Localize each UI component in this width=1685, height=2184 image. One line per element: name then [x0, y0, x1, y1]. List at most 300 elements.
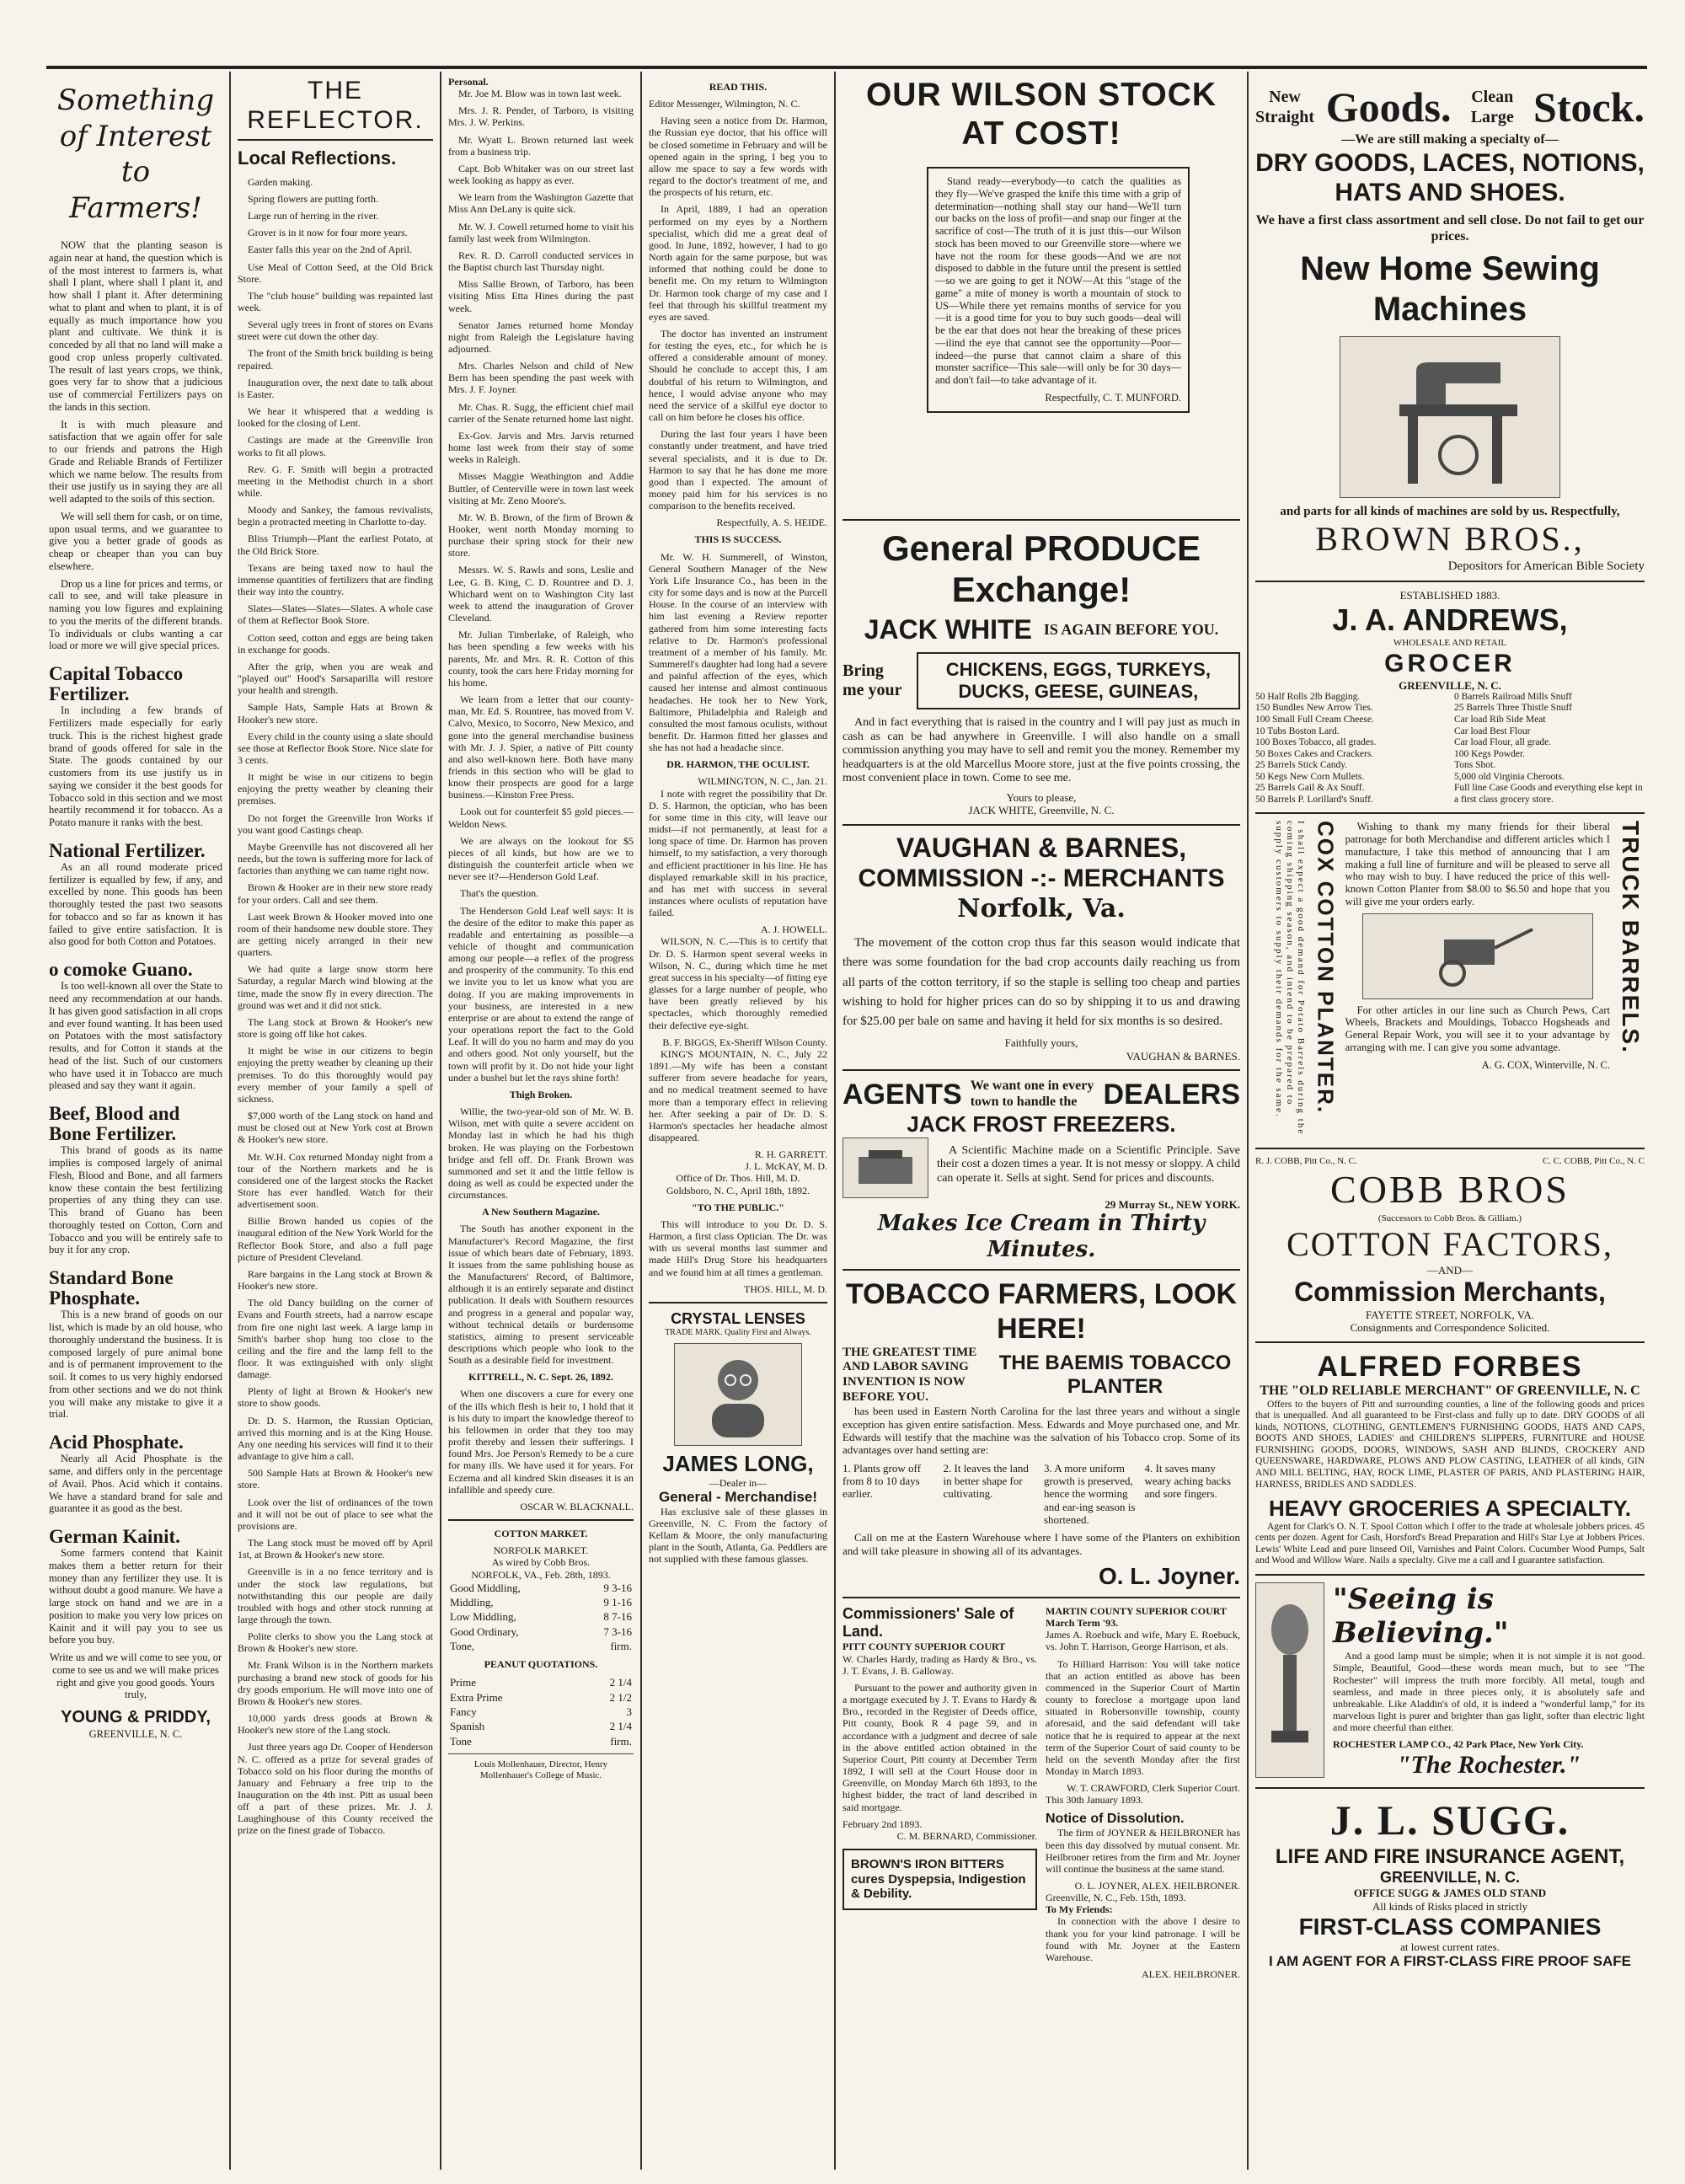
row-value: 9 3-16	[603, 1581, 632, 1594]
row-label: Spanish	[450, 1720, 485, 1733]
column-rule	[229, 72, 231, 2170]
article-heading: KITTRELL, N. C. Sept. 26, 1892.	[468, 1371, 613, 1384]
signature: B. F. BIGGS, Ex-Sheriff Wilson County.	[662, 1036, 827, 1048]
brown-bros-header	[1255, 83, 1645, 132]
local-item: After the grip, when you are weak and "played out" Hood's Sarsaparilla will restore your health and strength.	[238, 660, 433, 697]
merchant-name: JAMES LONG,	[662, 1450, 814, 1476]
freezer-address: 29 Murray St., NEW YORK.	[1105, 1197, 1240, 1211]
local-item: Polite clerks to show you the Lang stock at Brown & Hooker's new store.	[238, 1630, 433, 1655]
divider	[1255, 1341, 1645, 1343]
brown-bros-name: BROWN BROS.,	[1315, 520, 1585, 559]
local-item: $7,000 worth of the Lang stock on hand and must be closed out at New York cost at Brown & Hooker's new store.	[238, 1110, 433, 1146]
rochester-body	[1333, 1582, 1645, 1780]
paragraph: The firm of JOYNER & HEILBRONER has been this day dissolved by mutual consent. Mr. Heilbroner retires from the firm and Mr. Joyner will continue the business at the same stand.	[1046, 1827, 1240, 1875]
grocer-item: 0 Barrels Railroad Mills Snuff	[1454, 691, 1572, 702]
personal-items	[448, 88, 634, 688]
section-heading: Personal.	[448, 76, 489, 88]
dealers-label: DEALERS	[1103, 1078, 1240, 1111]
article-heading: READ THIS.	[709, 81, 768, 93]
personal-item: Mr. Julian Timberlake, of Raleigh, who has been spending a few weeks with his parents, Mr. and Mrs. R. R. Cotton of this county, took the cars here Friday morning for his home.	[448, 629, 634, 688]
local-item: Bliss Triumph—Plant the earliest Potato, at the Old Brick Store.	[238, 533, 433, 557]
divider	[842, 1069, 1240, 1071]
commissioners-sale	[842, 1605, 1037, 1980]
crystal-trademark: TRADE MARK. Quality First and Always.	[665, 1328, 811, 1338]
divider	[1255, 1574, 1645, 1576]
title-line-1: Something	[56, 83, 215, 117]
grocer-item: 50 Half Rolls 2lb Bagging.	[1255, 691, 1361, 702]
brand-text: This is a new brand of goods on our list, which is made by an old house, who thoroughly understand the business. It is composed largely of pure animal bone and is of permanent improvement to the soil. It comes to us very highly endorsed from other sections and we do not think you will make any mistake to give it a trial.	[49, 1309, 222, 1421]
personal-item: Messrs. W. S. Rawls and sons, Leslie and Lee, G. B. King, C. D. Rountree and D. J. Whichard went on to Washington City last week to attend the inauguration of Grover Cleveland.	[448, 564, 634, 624]
sewing-machine-illustration	[1340, 336, 1560, 498]
wilson-stock-headline: OUR WILSON STOCK AT COST!	[865, 77, 1217, 153]
local-item: Greenville is in a no fence territory and is under the stock law regulations, but notwithstanding this our people are daily troubled with hogs and other stock running at large through the town.	[238, 1566, 433, 1625]
row-label: Tone	[450, 1734, 472, 1748]
grocer-item: 25 Barrels Gail & Ax Snuff.	[1255, 783, 1365, 794]
lamp-illustration	[1255, 1582, 1324, 1778]
cobb-consignments: Consignments and Correspondence Solicited.	[1350, 1321, 1550, 1335]
dateline: WILMINGTON, N. C., Jan. 21.	[698, 775, 827, 788]
row-value: 2 1/4	[609, 1676, 632, 1689]
local-item: It might be wise in our citizens to begin enjoying the pretty weather by cleaning their premises.	[238, 771, 433, 807]
paragraph: A Scientific Machine made on a Scientific Principle. Save their cost a dozen times a year. It is not messy or sloppy. A child can operate it. Sells at sight. Send for prices and discounts.	[937, 1143, 1240, 1185]
divider	[1255, 1148, 1645, 1149]
grocer-item: 25 Barrels Three Thistle Snuff	[1454, 703, 1572, 714]
depositors-line: Depositors for American Bible Society	[1447, 559, 1645, 573]
divider	[842, 1269, 1240, 1271]
parts-line: and parts for all kinds of machines are sold by us. Respectfully,	[1280, 504, 1620, 518]
lamp-icon	[1265, 1596, 1315, 1764]
paragraph: Wishing to thank my many friends for their liberal patronage for both Merchandise and different articles which I manufacture, I take this method of announcing that I am making a full line of furniture and will be pleased to serve all who may wish to buy. I have reduced the price of this well-known Cotton Planter from $8.00 to $6.50 and hope that you will give me your orders early.	[1345, 821, 1610, 907]
dry-goods-title: DRY GOODS, LACES, NOTIONS, HATS AND SHOES.	[1255, 148, 1645, 207]
row-value: 8 7-16	[603, 1610, 632, 1624]
freezers-title: JACK FROST FREEZERS.	[907, 1111, 1176, 1138]
local-item: Rare bargains in the Lang stock at Brown & Hooker's new store.	[238, 1267, 433, 1293]
assortment-line: We have a first class assortment and sell close. Do not fail to get our prices.	[1255, 212, 1645, 244]
joyner-signature: O. L. Joyner.	[1098, 1562, 1240, 1589]
column-fertilizers	[49, 76, 222, 2165]
peanut-quotations-table	[448, 1675, 634, 1748]
freezer-icon	[852, 1147, 919, 1189]
brown-iron-bitters: BROWN'S IRON BITTERS cures Dyspepsia, Indigestion & Debility.	[842, 1849, 1037, 1910]
signature: JACK WHITE, Greenville, N. C.	[968, 804, 1115, 817]
signature: ALEX. HEILBRONER.	[1142, 1968, 1240, 1981]
table-row	[448, 1625, 634, 1639]
paragraph: The movement of the cotton crop thus far this season would indicate that there was some foundation for the bad crop accounts daily reaching us from all parts of the cotton territory, if so the staple is selling too cheap and parties wishing to hold for higher prices can do so by shipping it to us and drawing for $25.00 per bale on same and having it held for six months is so desired.	[842, 936, 1240, 1029]
paragraph: During the last four years I have been constantly under treatment, and have tried several specialists, and it is due to Dr. Harmon to say that he has done me more good than I expected. The amount of money paid him for his services is no comparison to the benefits received.	[649, 428, 827, 512]
paragraph: WILSON, N. C.—This is to certify that Dr. D. S. Harmon spent several weeks in Wilson, N. C., during which time he met great success in his specialty—of fitting eye glasses for a large number of people, who have been greatly relieved by his spectacles, which thoroughly remedied their defective eye-sight.	[649, 935, 827, 1031]
signature: Respectfully, C. T. MUNFORD.	[1045, 391, 1181, 404]
seeing-headline: "Seeing is Believing."	[1333, 1582, 1509, 1651]
paragraph: Pursuant to the power and authority given in a mortgage executed by J. T. Evans to Hardy & Bro., recorded in the Register of Deeds office, Pitt county, Book R 4 page 59, and in accordance with a judgment and decree of sale in the above entitled action obtained in the Superior Court, Pitt county at December Term 1892, I will sell at the Court House door in Greenville, on Monday March 6th 1893, to the highest bidder, the tract of land described in said mortgage.	[842, 1681, 1037, 1813]
row-label: Extra Prime	[450, 1690, 503, 1704]
personal-item: Ex-Gov. Jarvis and Mrs. Jarvis returned home last week from their stay of some weeks in Raleigh.	[448, 429, 634, 466]
rochester-title: "The Rochester."	[1396, 1751, 1581, 1780]
sugg-risks: All kinds of Risks placed in strictly	[1372, 1899, 1528, 1913]
signature: W. T. CRAWFORD, Clerk Superior Court.	[1067, 1782, 1240, 1795]
stock-label: Stock.	[1533, 83, 1645, 131]
top-rule	[46, 66, 1647, 69]
article-heading: Thigh Broken.	[509, 1088, 573, 1100]
paragraph: The doctor has invented an instrument for testing the eyes, etc., for which he is offered a considerable amount of money. Should he conclude to accept this, I am doubtful of his return to Wilmington, and hence, I would advise anyone who may need the service of a skilful eye doctor to call on him before he closes his office.	[649, 327, 827, 424]
brand-heading: German Kainit.	[49, 1526, 180, 1548]
local-item: The front of the Smith brick building is being repaired.	[238, 347, 433, 372]
brand-heading: Standard Bone Phosphate.	[49, 1267, 174, 1309]
local-item: Inauguration over, the next date to talk about is Easter.	[238, 376, 433, 400]
sale-parties: W. Charles Hardy, trading as Hardy & Bro., vs. J. T. Evans, J. B. Galloway.	[842, 1652, 1037, 1677]
produce-headline: General PRODUCE Exchange!	[881, 527, 1201, 610]
local-item: Billie Brown handed us copies of the inaugural edition of the New York World for the Reflector Book Store, and also a full page picture of President Cleveland.	[238, 1215, 433, 1263]
paragraph: The Henderson Gold Leaf well says: It is the desire of the editor to make this paper as readable and entertaining as possible—a vehicle of thought and communication among our people—a reflex of the progress and prosperity of the community. To this end we invite you to let us know what you are doing. If you are making improvements in your business, are interested in a new enterprise or are about to extend the range of your operations report the fact to the Gold Leaf. It will do you no harm and may do you and others good. Not only yourself, but the town will profit by it. Do not hide your light under a bushel but let the rays shine forth!	[448, 904, 634, 1084]
grocer-title: GROCER	[1384, 650, 1516, 678]
grocer-stock-list	[1255, 692, 1645, 806]
sewing-title: New Home Sewing Machines	[1300, 250, 1600, 328]
cobb-commission: Commission Merchants,	[1294, 1277, 1606, 1308]
lowest-rates: at lowest current rates.	[1400, 1940, 1500, 1954]
paragraph: The South has another exponent in the Manufacturer's Record Magazine, the first issue of which bears date of February, 1893. It issues from the same publishing house as the Manufacturers' Record, of Baltimore, although it is an entirely separate and distinct publication. It deals with Southern resources and progress in a general and popular way, without technical details or burdensome statistics, aiming to present serviceable descriptions which people who look to the South as a desirable field for investment.	[448, 1223, 634, 1367]
local-item: Use Meal of Cotton Seed, at the Old Brick Store.	[238, 260, 433, 285]
local-item: The Lang stock must be moved off by April 1st, at Brown & Hooker's new store.	[238, 1537, 433, 1561]
paragraph: has been used in Eastern North Carolina for the last three years and without a single exception has given entire satisfaction. Mess. Edwards and Moye purchased one, and Mr. Edwards will testify that the machine was the salvation of his Tobacco crop. Some of its advantages over hand setting are:	[842, 1405, 1240, 1457]
signature: OSCAR W. BLACKNALL.	[520, 1500, 634, 1512]
table-row	[448, 1690, 634, 1705]
row-label: Low Middling,	[450, 1610, 516, 1624]
local-item: Spring flowers are putting forth.	[248, 192, 378, 205]
divider	[649, 1302, 827, 1303]
portrait-icon	[700, 1348, 776, 1441]
clean-large-label: Clean Large	[1470, 87, 1514, 126]
vaughan-city: Norfolk, Va.	[957, 893, 1126, 923]
lamp-company: ROCHESTER LAMP CO., 42 Park Place, New York City.	[1333, 1738, 1584, 1751]
salutation: Editor Messenger, Wilmington, N. C.	[649, 98, 800, 110]
local-item: Cotton seed, cotton and eggs are being taken in exchange for goods.	[238, 631, 433, 656]
farmers-title	[49, 83, 222, 226]
row-value: 3	[626, 1705, 632, 1719]
paragraph: In April, 1889, I had an operation performed on my eyes by a Northern specialist, which did me a great deal of good. In June, 1892, however, I had to go North again for the same purpose, but was informed that nothing could be done to benefit me. On my return to Wilmington Dr. Harmon took charge of my case and I feel that through his skillful treatment my eyes are saved.	[649, 203, 827, 323]
divider	[448, 1753, 634, 1754]
cox-body	[1345, 821, 1610, 1141]
cobb-owner-right: C. C. COBB, Pitt Co., N. C	[1542, 1156, 1645, 1167]
crystal-lenses-title: CRYSTAL LENSES	[671, 1309, 805, 1327]
brand-heading: o comoke Guano.	[49, 959, 193, 981]
grocer-item: Full line Case Goods and everything else kept in a first class grocery store.	[1454, 783, 1643, 805]
row-label: Prime	[450, 1676, 477, 1689]
freezer-ad-body	[842, 1138, 1240, 1198]
produce-list-line	[842, 652, 1240, 709]
paragraph: Offers to the buyers of Pitt and surrounding counties, a line of the following goods and prices that is unequalled. And all guaranteed to be First-class and fully up to date. DRY GOODS of all kinds, NOTIONS, CLOTHING, GENTLEMEN'S FURNISHING GOODS, HATS AND CAPS, BOOTS AND SHOES, LADIES' and CHILDREN'S SLIPPERS, FURNITURE and HOUSE FURNISHING GOODS, DOORS, WINDOWS, SASH AND BLINDS, CROCKERY AND QUEENSWARE, HARDWARE, PLOWS AND PLOW CASTING, LEATHER of all kinds, GIN AND MILL BELTING, HAY, ROCK LIME, PLASTER OF PARIS, AND PLASTERING HAIR, HARNESS, BRIDLES AND SADDLES.	[1255, 1399, 1645, 1490]
sugg-agent: LIFE AND FIRE INSURANCE AGENT,	[1275, 1844, 1625, 1868]
brand-text: In including a few brands of Fertilizers made especially for early truck. This is the richest highest grade brand of goods offered for sale in the State. The goods contained by our customers from its use justify us in saying we consider it the best goods for Tobacco sold in this section and we most heartily recommend it for tobacco. As a Potato manure it ranks with the best.	[49, 704, 222, 829]
local-item: Rev. G. F. Smith will begin a protracted meeting in the Methodist church in a short while.	[238, 463, 433, 500]
sewing-machine-icon	[1366, 345, 1534, 489]
personal-item: Mr. W. J. Cowell returned home to visit his family last week from Wilmington.	[448, 220, 634, 244]
table-row	[448, 1734, 634, 1748]
article-heading: THIS IS SUCCESS.	[694, 533, 782, 546]
cobb-factors: COTTON FACTORS,	[1286, 1224, 1613, 1263]
local-item: It might be wise in our citizens to begin enjoying the pretty weather by cleaning up their premises. To do this thoroughly would pay every member of your family a spell of sickness.	[238, 1045, 433, 1105]
personal-item: We learn from the Washington Gazette that Miss Ann DeLany is quite sick.	[448, 191, 634, 216]
table-row	[448, 1719, 634, 1733]
intro-paragraph: NOW that the planting season is again near at hand, the question which is of the most interest to farmers is, what shall I plant, where shall I plant it, and how shall I plant it. After determining what to plant and when to plant, it is of equally as much importance how you plant and cultivate. We think it is conceded by all that no land will make a good crop unless properly cultivated. The result of last years crops, we think, goes very far to show that a judicious use of commercial Fertilizers pays on the lands in this section.	[49, 239, 222, 413]
signature: Respectfully, A. S. HEIDE.	[716, 517, 827, 529]
wilson-stock-notice	[927, 167, 1190, 413]
tobacco-headline: TOBACCO FARMERS, LOOK HERE!	[845, 1278, 1238, 1345]
specialty-line: —We are still making a specialty of—	[1341, 132, 1559, 147]
brand-text: This brand of goods as its name implies is composed largely of animal Flesh, Blood and Bone, and all farmers know these contain the best fertilizing properties of any thing they can use. This brand of Guano has been thoroughly tested on Cotton, Corn and Tobacco and you will be entirely safe to buy it for any crop.	[49, 1144, 222, 1256]
local-item: Moody and Sankey, the famous revivalists, begin a protracted meeting in Charlotte to-day.	[238, 504, 433, 528]
signature-location: GREENVILLE, N. C.	[88, 1727, 183, 1740]
paragraph: I note with regret the possibility that Dr. D. S. Harmon, the optician, who has been for some time in this city, will leave our midst—if not permanently, at least for a long space of time. Dr. Harmon has proven himself, to my satisfaction, a very thorough and efficient practitioner in his line. He has displayed remarkable skill in his practice, and has met with success in several instances where oculists of reputation have failed.	[649, 787, 827, 919]
sale-heading: Commissioners' Sale of Land.	[842, 1605, 1014, 1641]
footer-text: Louis Mollenhauer, Director, Henry Mollenhauer's College of Music.	[473, 1759, 608, 1781]
row-value: 9 1-16	[603, 1595, 632, 1609]
local-item: Sample Hats, Sample Hats at Brown & Hooker's new store.	[238, 701, 433, 725]
column-rule	[640, 72, 642, 2170]
martin-parties: James A. Roebuck and wife, Mary E. Roebuck, vs. John T. Harrison, George Harrison, et als.	[1046, 1629, 1240, 1653]
paragraph: That's the question.	[460, 887, 539, 900]
section-heading: Local Reflections.	[238, 147, 397, 169]
andrews-name: J. A. ANDREWS,	[1332, 602, 1568, 637]
freezer-illustration	[842, 1138, 928, 1198]
closing: Faithfully yours,	[1004, 1036, 1078, 1050]
paragraph: This will introduce to you Dr. D. S. Harmon, a first class Optician. The Dr. was with us several months last summer and made Hill's Drug Store his headquarters and we found him at all times a gentleman.	[649, 1218, 827, 1278]
signature: VAUGHAN & BARNES.	[1126, 1049, 1240, 1063]
agents-label: AGENTS	[842, 1078, 962, 1111]
paragraph: Call on me at the Eastern Warehouse where I have some of the Planters on exhibition and will take pleasure in showing all of its advantages.	[842, 1531, 1240, 1557]
column-reflector	[238, 76, 433, 2165]
personal-item: Senator James returned home Monday night from Raleigh the Legislature having adjourned.	[448, 318, 634, 355]
vaughan-name: VAUGHAN & BARNES,	[896, 832, 1187, 863]
table-row	[448, 1675, 634, 1689]
brand-heading: Capital Tobacco Fertilizer.	[49, 663, 184, 705]
brand-heading: Beef, Blood and Bone Fertilizer.	[49, 1103, 180, 1145]
cox-title: COX COTTON PLANTER.	[1313, 821, 1339, 1115]
cobb-and: —AND—	[1426, 1263, 1474, 1277]
personal-item: Misses Maggie Weathington and Addie Buttler, of Centerville were in town last week visiting at Mr. Zeno Moore's.	[448, 470, 634, 506]
agents-text: We want one in every town to handle the	[970, 1079, 1094, 1109]
local-item: Maybe Greenville has not discovered all her needs, but the town is suffering more for lack of factories than anything we can name right now.	[238, 840, 433, 877]
peanut-heading: PEANUT QUOTATIONS.	[484, 1658, 598, 1671]
bring-label: Bring me your	[842, 661, 902, 700]
column-personal	[448, 76, 634, 2165]
truck-barrels-title: TRUCK BARRELS.	[1618, 821, 1644, 1055]
local-item: Grover is in it now for four more years.	[248, 227, 408, 239]
local-item: The Lang stock at Brown & Hooker's new store is going off like hot cakes.	[238, 1015, 433, 1041]
grocer-item: 50 Boxes Cakes and Crackers.	[1255, 748, 1374, 759]
truck-text: I shall expect a good demand for Potato Barrels during the coming shipping season, and intend to be prepared to supply customers to supply their demands for the same.	[1274, 821, 1306, 1136]
brand-text: Nearly all Acid Phosphate is the same, and differs only in the percentage of Avail. Phos. Acid which it contains. We have a standard brand for sale and guarantee it as good as the best.	[49, 1453, 222, 1515]
personal-item: Mr. Wyatt L. Brown returned last week from a business trip.	[448, 133, 634, 158]
row-label: Good Middling,	[450, 1581, 521, 1594]
paragraph: To Hilliard Harrison: You will take notice that an action entitled as above has been commenced in the Superior Court of Martin county to foreclose a mortgage upon land situated in Robersonville township, county aforesaid, and the said defendant will take notice that he is required to appear at the next term of the Superior Court of said county to be held on the seventh Monday after the first Monday in March 1893.	[1046, 1657, 1240, 1778]
divider	[842, 1597, 1240, 1598]
paragraph: When one discovers a cure for every one of the ills which flesh is heir to, I hold that it is his duty to impart the knowledge thereof to his fellowmen in order that they too may profit thereby and lessen their sufferings. I found Mrs. Joe Person's Remedy to be a cure for many ills. We have used it for years. For Eczema and all kindred Skin diseases it is an infallible and speedy cure.	[448, 1388, 634, 1496]
article-heading: DR. HARMON, THE OCULIST.	[666, 758, 810, 771]
divider	[842, 824, 1240, 826]
column-read-this	[649, 76, 827, 2165]
table-row	[448, 1595, 634, 1609]
market-heading: COTTON MARKET.	[494, 1528, 588, 1540]
heavy-groceries: HEAVY GROCERIES A SPECIALTY.	[1268, 1496, 1632, 1522]
local-item: The old Dancy building on the corner of Evans and Fourth streets, had a narrow escape from fire one night last week. A large lamp in Smith's barber shop hung too close to the ceiling and the fire and the lamp fell to the floor. It was extinguished with only slight damage.	[238, 1297, 433, 1381]
row-value: 2 1/2	[609, 1690, 632, 1704]
personal-item: Mr. Joe M. Blow was in town last week.	[458, 88, 622, 100]
merchant-goods: General - Merchandise!	[658, 1488, 817, 1505]
sugg-city: GREENVILLE, N. C.	[1379, 1869, 1521, 1887]
local-item: Just three years ago Dr. Cooper of Henderson N. C. offered as a prize for several grades of Tobacco sold on his floor during the months of January and February a free trip to the Inauguration on the 4th inst. Pitt as usual been off a part of these prizes. Mr. J. J. Laughinghouse of this County received the prize on the finest grade of Tobacco.	[238, 1741, 433, 1837]
signature: O. L. JOYNER, ALEX. HEILBRONER.	[1074, 1880, 1240, 1892]
paragraph: Has exclusive sale of these glasses in Greenville, N. C. From the factory of Kellam & Moore, the only manufacturing plant in the South, Atlanta, Ga. Peddlers are not supplied with these famous glasses.	[649, 1505, 827, 1566]
paragraph: Drop us a line for prices and terms, or call to see, and will take pleasure in naming you low figures and explaining to you the merits of the different brands. To individuals or clubs wanting a car load or more we will give special prices.	[49, 577, 222, 652]
personal-item: Mrs. Charles Nelson and child of New Bern has been spending the past week with Mrs. J. F. Joyner.	[448, 360, 634, 396]
paragraph: Agent for Clark's O. N. T. Spool Cotton which I offer to the trade at wholesale jobbers prices. 45 cents per dozen. Agent for Cash, Horsford's Bread Preparation and Hill's Star Lye at Jobbers Prices. Lewis' White Lead and pure linseed Oil, Varnishes and Paint Colors. Cucumber Wood Pumps, Salt and Wood and Willow Ware. Nails a specialty. Give me a call and I guarantee satisfaction.	[1255, 1521, 1645, 1566]
masthead: THE REFLECTOR.	[238, 76, 433, 141]
legal-notices	[842, 1605, 1240, 1980]
tobacco-advantage: 3. A more uniform growth is preserved, hence the worming and ear-ing season is shortened.	[1044, 1461, 1136, 1526]
signature: YOUNG & PRIDDY,	[61, 1708, 211, 1727]
ice-cream-slogan: Makes Ice Cream in Thirty Minutes.	[877, 1211, 1206, 1262]
grocer-item: 10 Tubs Boston Lard.	[1255, 725, 1340, 736]
paragraph: We are always on the lookout for $5 pieces of all kinds, but how are we to distinguish the counterfeit article when we never see it?—Henderson Gold Leaf.	[448, 834, 634, 883]
local-item: 10,000 yards dress goods at Brown & Hooker's new store of the Lang stock.	[238, 1712, 433, 1737]
grocer-item: Tons Shot.	[1454, 760, 1496, 771]
baemis-title: THE BAEMIS TOBACCO PLANTER	[998, 1351, 1232, 1398]
spacer	[842, 420, 1240, 512]
title-line-3: Farmers!	[69, 190, 202, 225]
office-line: Office of Dr. Thos. Hill, M. D.	[676, 1172, 800, 1185]
personal-item: Mr. Chas. R. Sugg, the efficient chief mail carrier of the Senate returned home last night.	[448, 400, 634, 425]
row-label: Fancy	[450, 1705, 477, 1719]
column-rule	[834, 72, 836, 2170]
brand-heading: Acid Phosphate.	[49, 1432, 184, 1453]
jack-white-line	[842, 614, 1240, 646]
grocer-city: GREENVILLE, N. C.	[1399, 678, 1501, 692]
row-value: 2 1/4	[609, 1720, 632, 1733]
local-item: We had quite a large snow storm here Saturday, a regular March wind blowing at the time, made the snow fly in every direction. The ground was wet and it did not stick.	[238, 963, 433, 1011]
row-label: Middling,	[450, 1595, 494, 1609]
paragraph: It is with much pleasure and satisfaction that we again offer for sale to our friends and patrons the High Grade and Reliable Brands of Fertilizer which we name below. The results from their use justify us in saying they are all well adapted to the soils of this section.	[49, 418, 222, 505]
local-item: Brown & Hooker are in their new store ready for your orders. Call and see them.	[238, 881, 433, 906]
divider	[1255, 581, 1645, 582]
local-item: The "club house" building was repainted last week.	[238, 289, 433, 313]
dateline: Goldsboro, N. C., April 18th, 1892.	[666, 1184, 810, 1196]
signature: R. H. GARRETT.	[754, 1148, 827, 1161]
local-item: Castings are made at the Greenville Iron works to fit all plows.	[238, 434, 433, 458]
first-class-companies: FIRST-CLASS COMPANIES	[1298, 1914, 1602, 1940]
established-line: ESTABLISHED 1883.	[1399, 589, 1500, 602]
cobb-successors: (Successors to Cobb Bros. & Gilliam.)	[1377, 1212, 1522, 1223]
paragraph: Mr. W. H. Summerell, of Winston, General Southern Manager of the New York Life Insurance Co., has been in the city for some days and is now at the Purcell House. In the course of an interview with him last evening a Review reporter gathered from him some interesting facts relative to Dr. Harmon's professional treatment of a member of his family. Mr. Summerell's daughter had long had a severe and painful affection of the eyes, which caused her intense and almost continuous headaches. He took her to New York, Baltimore, Philadelphia and Raleigh and consulted the most famous oculists, without benefit. Dr. Harmon fitted her glasses and she has not had a headache since.	[649, 550, 827, 754]
local-item: Dr. D. S. Harmon, the Russian Optician, arrived this morning and is at the King House. Any one needing his services will find it to their advantage to give him a call.	[238, 1414, 433, 1463]
local-item: Do not forget the Greenville Iron Works if you want good Castings cheap.	[238, 811, 433, 836]
wholesale-line: WHOLESALE AND RETAIL	[1393, 638, 1507, 649]
sale-date: February 2nd 1893.	[842, 1817, 923, 1830]
local-item: Look over the list of ordinances of the town and it will not be out of place to see what the provisions are.	[238, 1496, 433, 1532]
row-label: Good Ordinary,	[450, 1625, 519, 1638]
grocer-item: 100 Kegs Powder.	[1454, 748, 1526, 759]
new-straight-label: New Straight	[1255, 87, 1314, 126]
title-line-2: of Interest to	[59, 119, 212, 189]
grocer-list-right	[1454, 692, 1645, 806]
tobacco-advantage: 2. It leaves the land in better shape for cultivating.	[943, 1461, 1029, 1501]
row-label: Tone,	[450, 1639, 475, 1652]
paragraph: Stand ready—everybody—to catch the qualities as they fly—We've grasped the knife this time with a grip of determination—nothing shall stay our hand—We'll turn our backs on the loss of profit—and snap our finger at the sacrifice of cost—The truth of it is just this—our Wilson stock has been moved to our Greenville store—where we have not the room for these goods—And we are not disposed to dabble in the future until the present is settled—so we are going to get it NOW—At this "stage of the game" a mite of money is worth a mountain of stock to US—While there yet remains months of service for you—it is a good time for you to buy such goods—deal will be the ear that does not hear the breaking of these prices—ilind the eye that cannot see the opportunity—Poor—indeed—the purse that cannot claim a share of this monster sacrifice—This sale—will only be for 30 days—and don't fail—to take advantage of it.	[935, 175, 1181, 387]
grocer-item: Car load Rib Side Meat	[1454, 714, 1546, 725]
article-heading: A New Southern Magazine.	[482, 1206, 600, 1218]
market-date: NORFOLK, VA., Feb. 28th, 1893.	[471, 1568, 611, 1581]
local-item: We hear it whispered that a wedding is looked for the closing of Lent.	[238, 405, 433, 430]
local-item: Texans are being taxed now to haul the immense quantities of fertilizers that are finding their way into the country.	[238, 561, 433, 598]
cox-planter-ad	[1255, 821, 1645, 1141]
local-item: Slates—Slates—Slates—Slates. A whole case of them at Reflector Book Store.	[238, 602, 433, 627]
vaughan-commission: COMMISSION -:- MERCHANTS	[858, 864, 1225, 893]
local-item: 500 Sample Hats at Brown & Hooker's new store.	[238, 1467, 433, 1491]
table-row	[448, 1581, 634, 1595]
cobb-address: FAYETTE STREET, NORFOLK, VA.	[1365, 1308, 1535, 1321]
grocer-item: 25 Barrels Stick Candy.	[1255, 760, 1348, 771]
grocer-item: 100 Small Full Cream Cheese.	[1255, 714, 1374, 725]
signature: J. L. McKAY, M. D.	[745, 1160, 827, 1173]
personal-item: Mr. W. B. Brown, of the firm of Brown & Hooker, went north Monday morning to purchase their spring stock for their new store.	[448, 511, 634, 559]
paragraph: For other articles in our line such as Church Pews, Cart Wheels, Brackets and Mouldings, Tobacco Hogsheads and General Repair Work, you will see it to your advantage by arranging with me. I can give you some advantage.	[1345, 1004, 1610, 1053]
grocer-item: Car load Flour, all grade.	[1454, 737, 1552, 748]
jack-white-name: JACK WHITE	[864, 613, 1032, 645]
grocer-item: 5,000 old Virginia Cheroots.	[1454, 771, 1565, 782]
column-ads-center	[842, 76, 1240, 2165]
planter-illustration	[1362, 913, 1593, 999]
local-item: Mr. Frank Wilson is in the Northern markets purchasing a brand new stock of goods for his dry goods emporium. He will move into one of Brown & Hooker's new stores.	[238, 1659, 433, 1707]
tobacco-subline	[842, 1346, 1240, 1405]
rochester-ad	[1255, 1582, 1645, 1780]
table-row	[448, 1609, 634, 1624]
brand-text: As an all round moderate priced fertilizer is equalled by few, if any, and excelled by none. This goods has been thoroughly tested the past two seasons for tobacco and so far as known it has failed to give entire satisfaction. It is also good for both Cotton and Potatoes.	[49, 860, 222, 948]
dealer-line: —Dealer in—	[709, 1476, 768, 1489]
sale-court: PITT COUNTY SUPERIOR COURT	[842, 1641, 1006, 1653]
brand-text: Some farmers contend that Kainit makes them a better return for their money than any fertilizer they use. It is without doubt a good manure. We have a large stock on hand and we are in a position to make you very low prices on Kainit and it will pay you to see us before you buy.	[49, 1547, 222, 1646]
personal-item: Rev. R. D. Carroll conducted services in the Baptist church last Thursday night.	[448, 249, 634, 274]
tobacco-advantage: 1. Plants grow off from 8 to 10 days earlier.	[842, 1461, 921, 1501]
divider	[842, 519, 1240, 521]
market-subheading: NORFOLK MARKET.	[493, 1544, 589, 1557]
closing-text: Write us and we will come to see you, or come to see us and we will make prices right and give you good goods. Yours truly,	[49, 1651, 222, 1701]
friends-heading: To My Friends:	[1046, 1903, 1113, 1916]
planter-icon	[1419, 923, 1537, 990]
paragraph: In connection with the above I desire to thank you for your kind patronage. I will be found with Mr. Joyner at the Eastern Warehouse.	[1046, 1915, 1240, 1963]
local-item: Last week Brown & Hooker moved into one room of their handsome new double store. They are getting nicely arranged in their new quarters.	[238, 910, 433, 959]
local-item: Large run of herring in the river.	[248, 210, 379, 222]
dissolution-date: Greenville, N. C., Feb. 15th, 1893.	[1046, 1892, 1186, 1904]
paragraph: Look out for counterfeit $5 gold pieces.—Weldon News.	[448, 806, 634, 830]
martin-heading: MARTIN COUNTY SUPERIOR COURT March Term '93.	[1046, 1605, 1227, 1630]
forbes-name: ALFRED FORBES	[1317, 1350, 1583, 1383]
grocer-list-left	[1255, 692, 1446, 806]
closing: Yours to please,	[1006, 790, 1077, 804]
column-ads-right	[1255, 76, 1645, 2165]
dissolution-heading: Notice of Dissolution.	[1046, 1811, 1185, 1826]
paragraph: Willie, the two-year-old son of Mr. W. B. Wilson, met with quite a severe accident on Monday last in which he had his thigh broken. He was playing on the Forbestown bridge and fell off. Dr. Frank Brown was summoned and set it and the little fellow is doing as well as could be expected under the circumstances.	[448, 1105, 634, 1202]
grocer-item: 50 Barrels P. Lorillard's Snuff.	[1255, 794, 1373, 805]
portrait-illustration	[674, 1343, 802, 1446]
personal-item: Capt. Bob Whitaker was on our street last week looking as happy as ever.	[448, 162, 634, 187]
martin-date: This 30th January 1893.	[1046, 1794, 1143, 1807]
martin-county-notice	[1046, 1605, 1240, 1980]
local-item: Every child in the county using a slate should see those at Reflector Book Store. Nice slate for 3 cents.	[238, 730, 433, 766]
tobacco-advantage: 4. It saves many weary aching backs and sore fingers.	[1144, 1461, 1232, 1501]
local-item: Garden making.	[248, 175, 313, 188]
grocer-item: 150 Bundles New Arrow Ties.	[1255, 703, 1373, 714]
sugg-name: J. L. SUGG.	[1329, 1796, 1570, 1844]
signature: A. J. HOWELL.	[761, 923, 827, 936]
brand-heading: National Fertilizer.	[49, 839, 206, 861]
